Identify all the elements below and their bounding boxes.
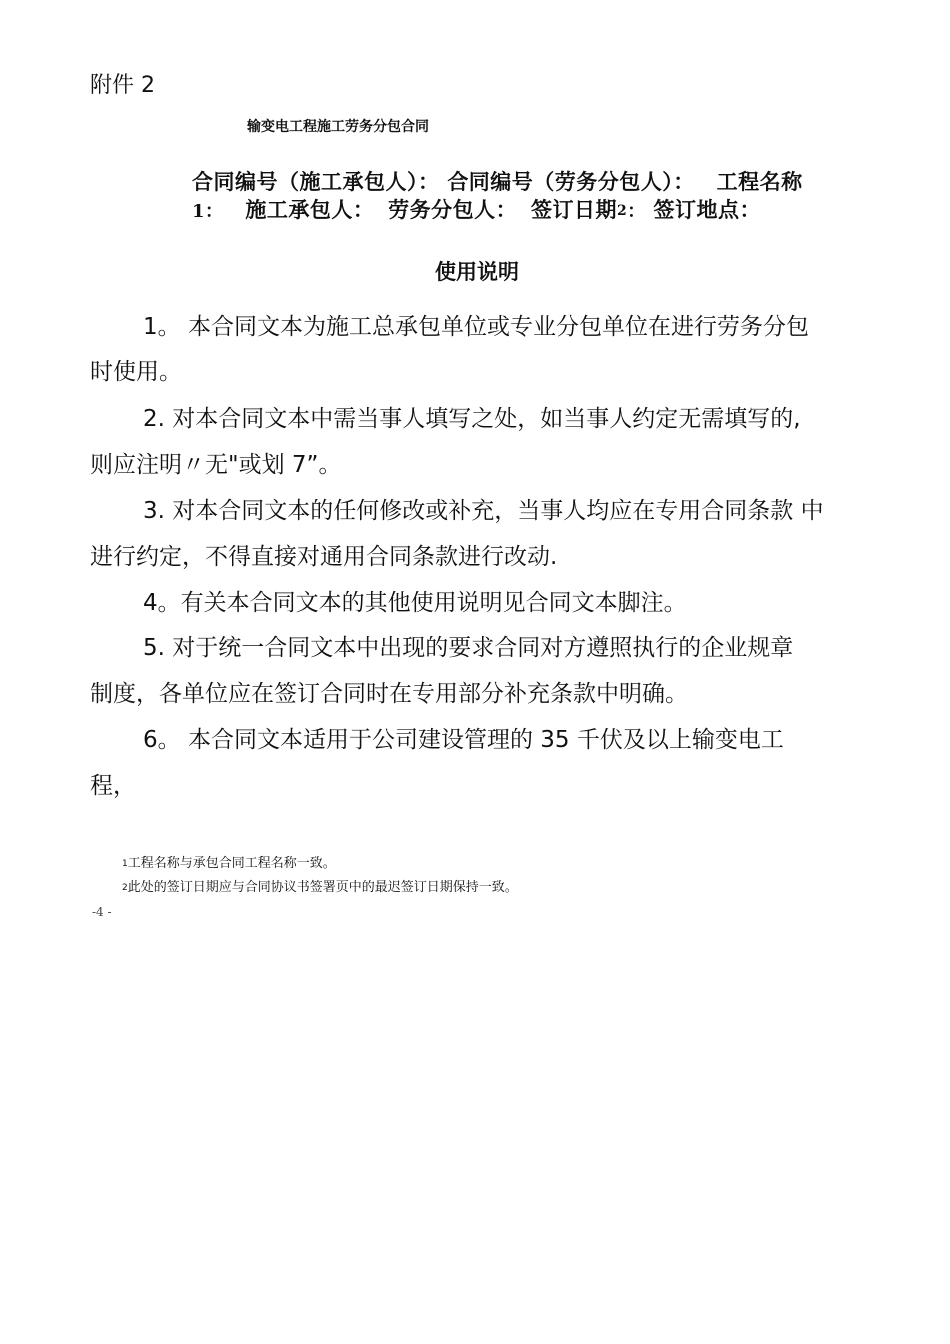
contract-no-subcontractor-label: 合同编号（劳务分包人）： — [447, 170, 695, 194]
contractor-label: 施工承包人： — [245, 198, 375, 222]
contract-meta-line-2 — [192, 194, 761, 224]
page-number: -4 - — [92, 905, 112, 919]
contract-meta-line-1 — [192, 166, 803, 196]
paragraph-1-line-1: 1。 本合同文本为施工总承包单位或专业分包单位在进行劳务分包 — [143, 314, 809, 340]
footnote-2-text: 此处的签订日期应与合同协议书签署页中的最迟签订日期保持一致。 — [127, 880, 518, 895]
paragraph-2-line-2: 则应注明〃无"或划 7”。 — [90, 452, 342, 478]
paragraph-3-line-2: 进行约定，不得直接对通用合同条款进行改动. — [90, 544, 558, 570]
project-name-label: 工程名称 — [716, 170, 803, 194]
paragraph-4-line-1: 4。有关本合同文本的其他使用说明见合同文本脚注。 — [143, 590, 687, 616]
document-title: 输变电工程施工劳务分包合同 — [247, 119, 429, 135]
attachment-label: 附件 2 — [90, 73, 155, 98]
paragraph-6-line-2: 程， — [90, 773, 136, 799]
footnote-1 — [122, 852, 336, 871]
sign-date-label: 签订日期 — [530, 198, 617, 222]
footnote-1-text: 工程名称与承包合同工程名称一致。 — [127, 856, 336, 871]
footnote-1-number: 1 — [122, 859, 128, 869]
sign-date-colon: ： — [627, 201, 646, 222]
sign-place-label: 签订地点： — [653, 198, 762, 222]
footnote-2 — [122, 876, 518, 895]
paragraph-2-line-1: 2. 对本合同文本中需当事人填写之处，如当事人约定无需填写的, — [143, 406, 801, 432]
project-name-footnote-ref: 1 — [192, 201, 206, 222]
contract-no-contractor-label: 合同编号（施工承包人）： — [192, 170, 440, 194]
paragraph-5-line-2: 制度，各单位应在签订合同时在专用部分补充条款中明确。 — [90, 681, 688, 707]
footnote-2-number: 2 — [122, 883, 128, 893]
project-name-colon: ： — [205, 201, 224, 222]
paragraph-6-line-1: 6。 本合同文本适用于公司建设管理的 35 千伏及以上输变电工 — [143, 727, 784, 753]
section-title: 使用说明 — [435, 260, 519, 284]
paragraph-5-line-1: 5. 对于统一合同文本中出现的要求合同对方遵照执行的企业规章 — [143, 635, 794, 661]
subcontractor-label: 劳务分包人： — [388, 198, 518, 222]
paragraph-3-line-1: 3. 对本合同文本的任何修改或补充，当事人均应在专用合同条款 中 — [143, 498, 824, 524]
sign-date-footnote-ref: 2 — [616, 203, 628, 219]
paragraph-1-line-2: 时使用。 — [90, 359, 182, 385]
